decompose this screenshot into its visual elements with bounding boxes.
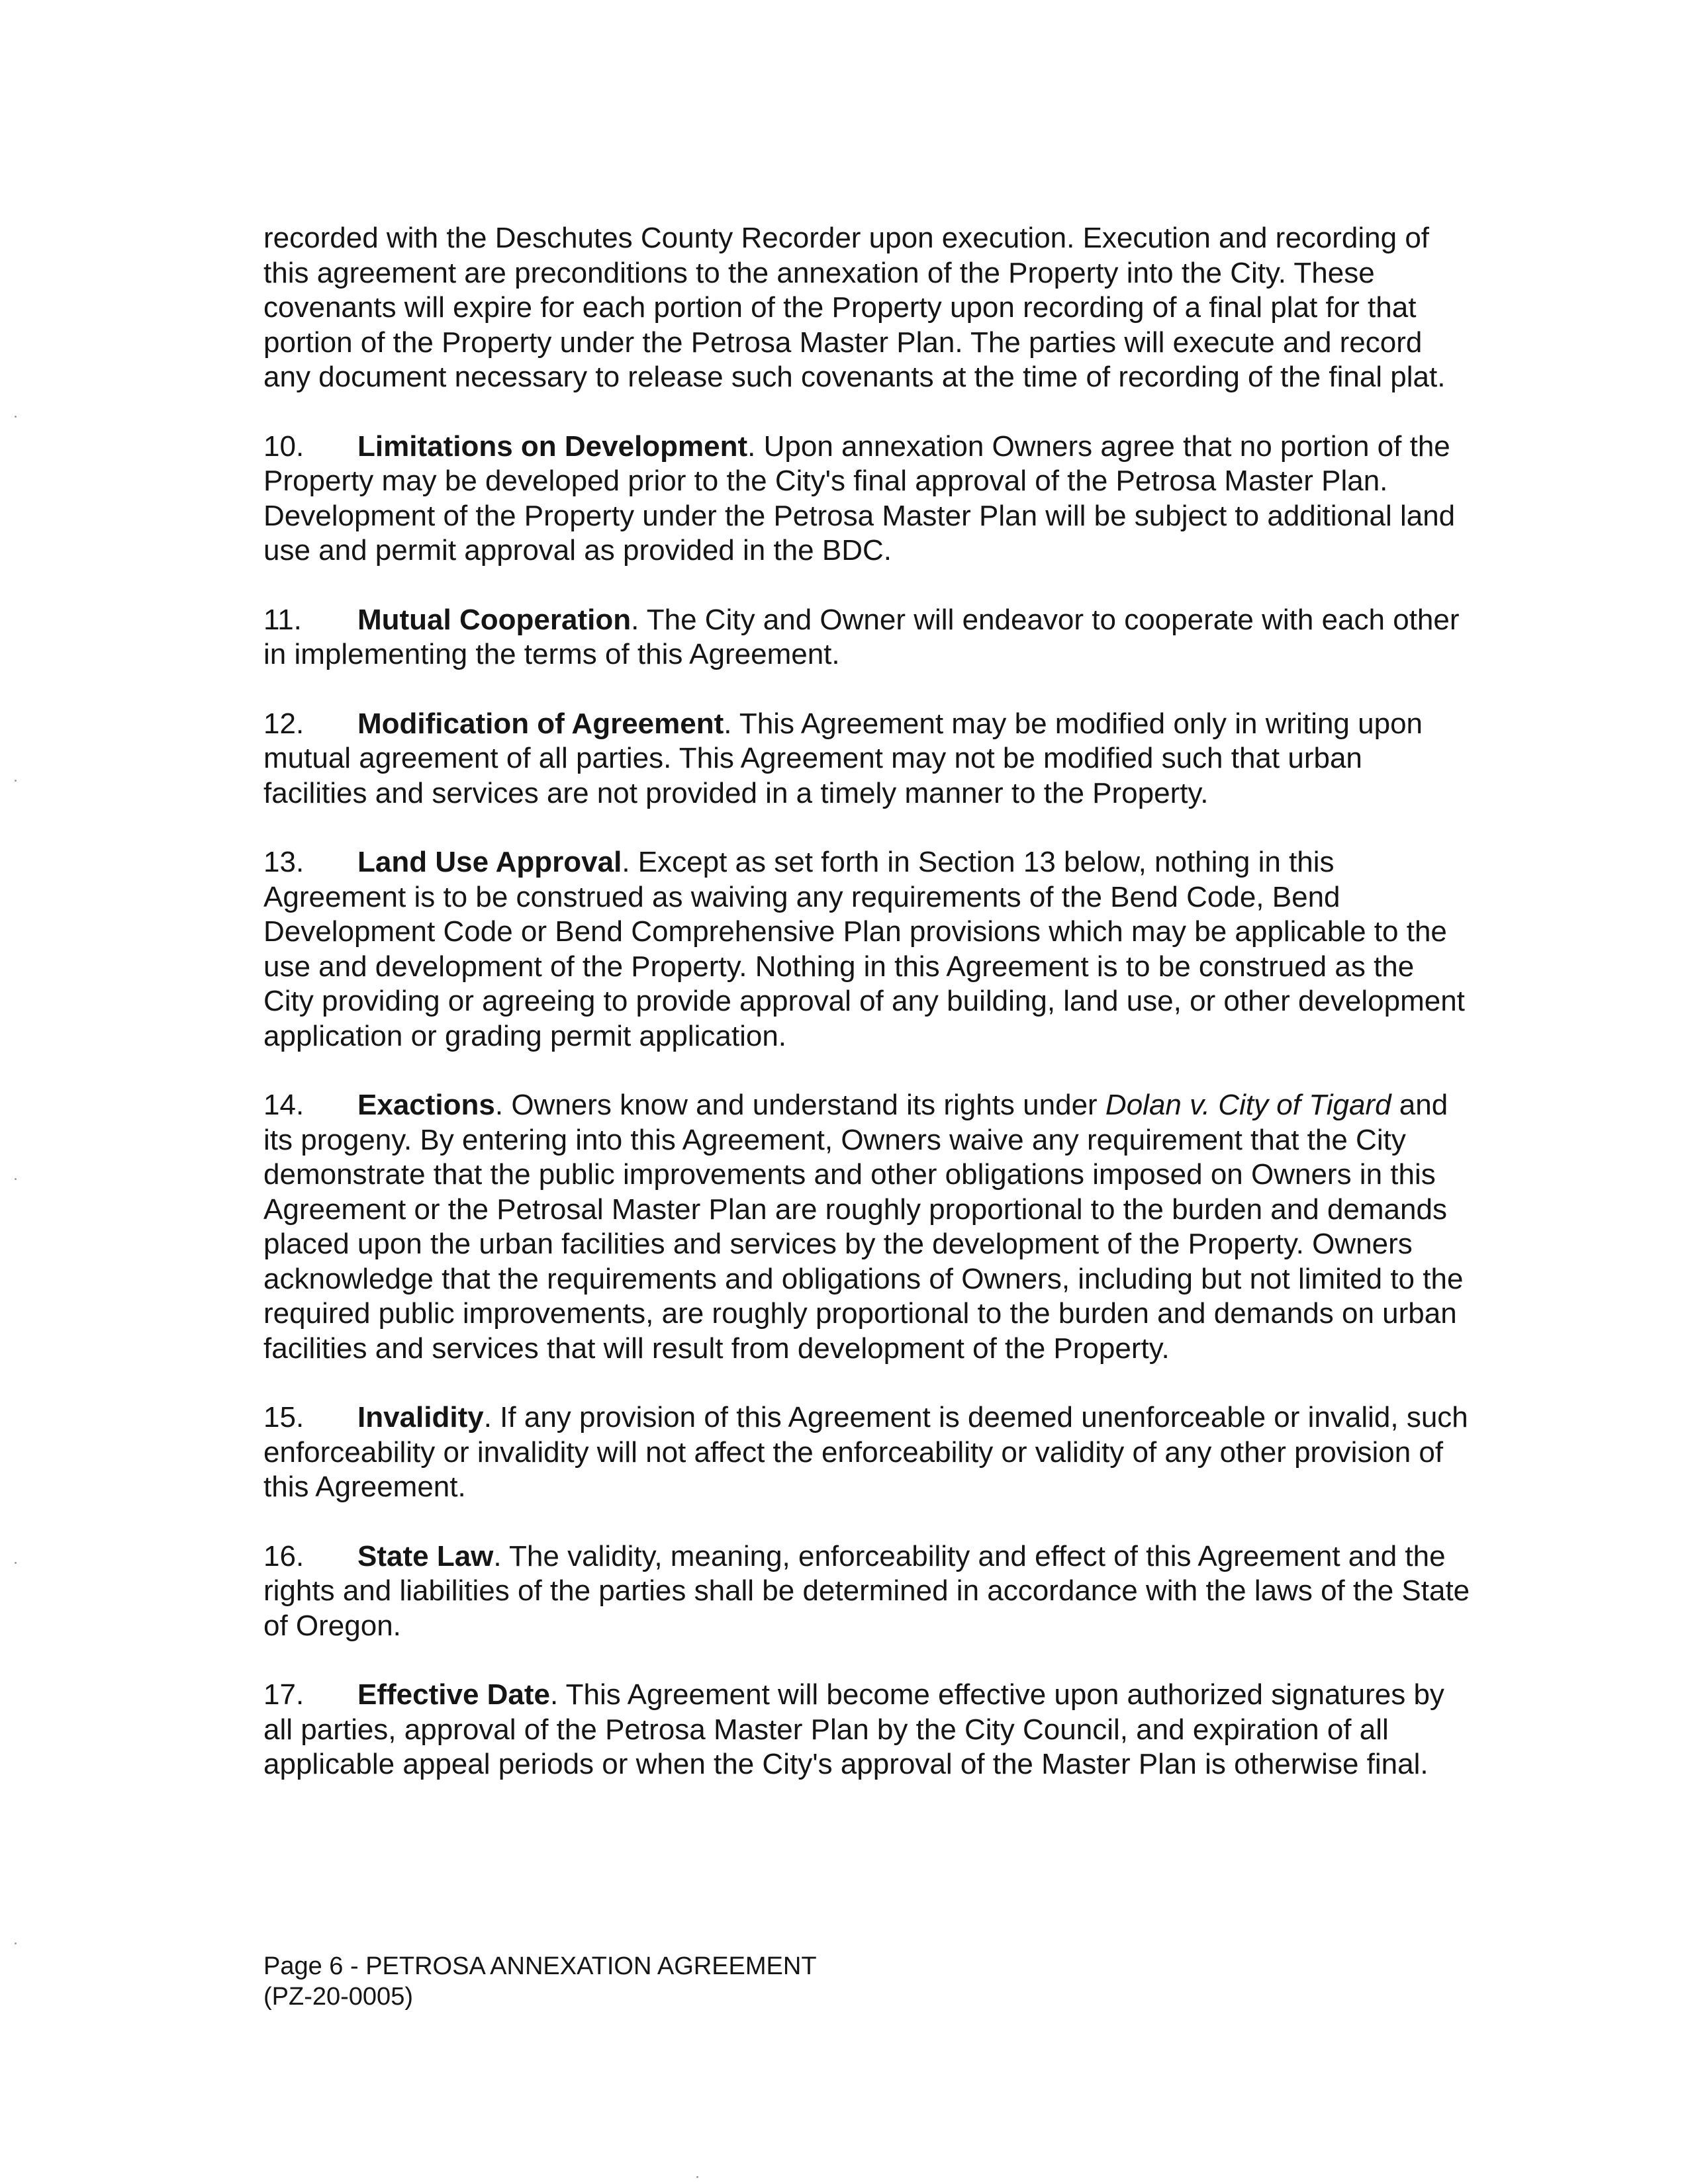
section-heading: Limitations on Development [357,430,748,463]
section-number: 17. [263,1678,305,1711]
section-heading: Effective Date [357,1678,551,1711]
section-number: 12. [263,707,305,740]
section-13 [263,845,1472,1054]
section-body: . If any provision of this Agreement is deemed unenforceable or invalid, such enforceability or invalidity will not affect the enforceability or validity of any other provision of this Agreement. [263,1401,1468,1503]
section-heading: Mutual Cooperation [357,603,632,636]
section-body: . This Agreement will become effective upon authorized signatures by all parties, approval of the Petrosa Master Plan by the City Council, and expiration of all applicable appeal periods or when the City's approval of the Master Plan is otherwise final. [263,1678,1444,1780]
scan-mark [15,1562,17,1564]
footer-case-number: (PZ-20-0005) [263,1983,413,2011]
scan-mark [15,1942,17,1944]
section-body: . This Agreement may be modified only in writing upon mutual agreement of all parties. This Agreement may not be modified such that urban facilities and services are not provided in a timely manner to the Property. [263,707,1423,809]
section-15 [263,1400,1472,1505]
section-number: 11. [263,603,302,636]
scan-mark [696,2176,698,2178]
page-footer [263,1951,817,2012]
section-heading: Exactions [357,1089,495,1121]
case-citation: Dolan v. City of Tigard [1105,1089,1391,1121]
scan-mark [15,780,17,782]
section-body: . The validity, meaning, enforceability and effect of this Agreement and the rights and liabilities of the parties shall be determined in accordance with the laws of the State of Oregon. [263,1539,1470,1642]
section-heading: Modification of Agreement [357,707,724,740]
scan-mark [15,1178,17,1180]
section-10 [263,430,1472,569]
section-body-continued: and its progeny. By entering into this Agreement, Owners waive any requirement that the City demonstrate that the public improvements and other obligations imposed on Owners in this Agreement or the Petrosal Master Plan are roughly proportional to the burden and demands placed upon the urban facilities and services by the development of the Property. Owners acknowledge that the requirements and obligations of Owners, including but not limited to the required public improvements, are roughly proportional to the burden and demands on urban facilities and services that will result from development of the Property. [263,1089,1464,1365]
section-body: . Except as set forth in Section 13 below, nothing in this Agreement is to be construed as waiving any requirements of the Bend Code, Bend Development Code or Bend Comprehensive Plan provisions which may be applicable to the use and development of the Property. Nothing in this Agreement is to be construed as the City providing or agreeing to provide approval of any building, land use, or other development application or grading permit application. [263,846,1465,1052]
document-body [263,221,1472,1817]
section-11 [263,603,1472,672]
section-heading: State Law [357,1539,494,1572]
section-number: 15. [263,1401,305,1433]
intro-paragraph: recorded with the Deschutes County Recorder upon execution. Execution and recording of this agreement are preconditions to the annexation of the Property into the City. These covenants will expire for each portion of the Property upon recording of a final plat for that portion of the Property under the Petrosa Master Plan. The parties will execute and record any document necessary to release such covenants at the time of recording of the final plat. [263,222,1446,393]
section-14 [263,1088,1472,1366]
footer-page-label: Page 6 - PETROSA ANNEXATION AGREEMENT [263,1952,817,1980]
section-number: 14. [263,1089,305,1121]
section-number: 16. [263,1539,305,1572]
section-body: . Upon annexation Owners agree that no portion of the Property may be developed prior to the City's final approval of the Petrosa Master Plan. Development of the Property under the Petrosa Master Plan will be subject to additional land use and permit approval as provided in the BDC. [263,430,1456,567]
section-16 [263,1539,1472,1644]
scan-mark [15,416,17,418]
section-body: . The City and Owner will endeavor to cooperate with each other in implementing the terms of this Agreement. [263,603,1460,670]
section-body: . Owners know and understand its rights under [494,1089,1105,1121]
section-heading: Land Use Approval [357,846,622,878]
section-number: 13. [263,846,305,878]
section-heading: Invalidity [357,1401,484,1433]
section-12 [263,707,1472,811]
section-number: 10. [263,430,305,463]
section-17 [263,1678,1472,1782]
